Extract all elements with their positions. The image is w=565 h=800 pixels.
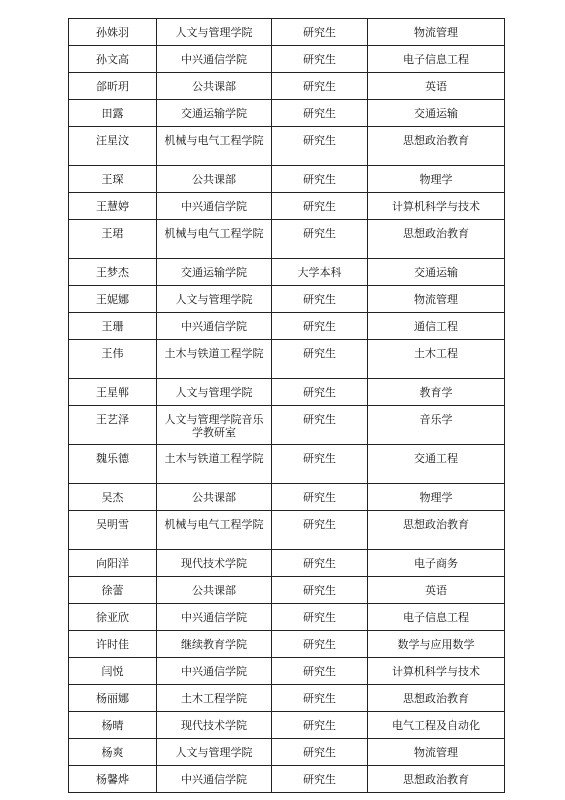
degree-cell (272, 340, 368, 379)
student-name-text: 王伟 (101, 347, 124, 360)
roster-table (68, 18, 505, 793)
degree-cell (272, 73, 368, 100)
table-row (69, 631, 505, 658)
degree-text: 研究生 (303, 413, 336, 426)
table-row (69, 445, 505, 484)
major-text: 计算机科学与技术 (392, 200, 480, 213)
student-name-text: 许时佳 (96, 638, 129, 651)
student-name-text: 王艺泽 (96, 413, 129, 426)
major-text: 思想政治教育 (403, 518, 469, 531)
degree-cell (272, 685, 368, 712)
student-name-text: 闫悦 (101, 665, 124, 678)
student-name-cell (69, 604, 157, 631)
student-name-text: 魏乐德 (96, 452, 129, 465)
college-cell (157, 100, 272, 127)
degree-cell (272, 406, 368, 445)
student-name-text: 杨晴 (101, 719, 124, 732)
college-text: 公共课部 (192, 491, 236, 504)
college-cell (157, 340, 272, 379)
table-row (69, 46, 505, 73)
student-name-cell (69, 220, 157, 259)
college-cell (157, 739, 272, 766)
college-text: 中兴通信学院 (181, 773, 247, 786)
major-text: 思想政治教育 (403, 773, 469, 786)
student-name-text: 徐蕾 (101, 584, 124, 597)
college-cell (157, 511, 272, 550)
table-row (69, 406, 505, 445)
degree-text: 研究生 (303, 638, 336, 651)
student-name-cell (69, 166, 157, 193)
college-text: 机械与电气工程学院 (164, 134, 264, 147)
student-name-text: 杨丽娜 (96, 692, 129, 705)
degree-cell (272, 19, 368, 46)
degree-cell (272, 166, 368, 193)
major-cell (368, 379, 505, 406)
college-cell (157, 313, 272, 340)
major-cell (368, 193, 505, 220)
major-cell (368, 406, 505, 445)
student-name-text: 郃昕玥 (96, 80, 129, 93)
major-text: 英语 (425, 80, 447, 93)
degree-text: 研究生 (303, 53, 336, 66)
major-cell (368, 166, 505, 193)
student-name-cell (69, 340, 157, 379)
degree-text: 研究生 (303, 227, 336, 240)
college-text: 中兴通信学院 (181, 200, 247, 213)
major-cell (368, 712, 505, 739)
major-text: 电子信息工程 (403, 53, 469, 66)
degree-text: 研究生 (303, 173, 336, 186)
college-cell (157, 766, 272, 793)
college-text: 公共课部 (192, 584, 236, 597)
table-row (69, 127, 505, 166)
major-cell (368, 340, 505, 379)
college-cell (157, 550, 272, 577)
college-text: 中兴通信学院 (181, 53, 247, 66)
major-text: 思想政治教育 (403, 227, 469, 240)
degree-cell (272, 193, 368, 220)
degree-cell (272, 712, 368, 739)
degree-text: 研究生 (303, 665, 336, 678)
college-text: 人文与管理学院 (175, 26, 253, 39)
degree-text: 研究生 (303, 200, 336, 213)
table-row (69, 73, 505, 100)
student-name-text: 杨爽 (101, 746, 124, 759)
student-name-cell (69, 712, 157, 739)
college-cell (157, 193, 272, 220)
college-text: 现代技术学院 (181, 557, 247, 570)
major-text: 土木工程 (414, 347, 458, 360)
major-text: 物流管理 (414, 293, 458, 306)
student-name-cell (69, 550, 157, 577)
student-name-text: 孙姝羽 (96, 26, 129, 39)
student-name-cell (69, 766, 157, 793)
college-cell (157, 484, 272, 511)
student-name-text: 向阳洋 (96, 557, 129, 570)
college-text: 现代技术学院 (181, 719, 247, 732)
degree-text: 研究生 (303, 26, 336, 39)
college-text: 交通运输学院 (181, 266, 247, 279)
college-text: 中兴通信学院 (181, 611, 247, 624)
major-cell (368, 766, 505, 793)
degree-text: 研究生 (303, 518, 336, 531)
college-cell (157, 46, 272, 73)
major-text: 思想政治教育 (403, 692, 469, 705)
student-name-cell (69, 259, 157, 286)
major-text: 通信工程 (414, 320, 458, 333)
degree-text: 研究生 (303, 107, 336, 120)
college-text: 中兴通信学院 (181, 665, 247, 678)
degree-text: 研究生 (303, 134, 336, 147)
degree-cell (272, 604, 368, 631)
college-cell (157, 379, 272, 406)
college-cell (157, 286, 272, 313)
table-row (69, 313, 505, 340)
degree-cell (272, 631, 368, 658)
table-row (69, 604, 505, 631)
student-name-cell (69, 73, 157, 100)
table-row (69, 550, 505, 577)
major-cell (368, 511, 505, 550)
table-row (69, 766, 505, 793)
major-text: 物流管理 (414, 26, 458, 39)
degree-cell (272, 46, 368, 73)
degree-cell (272, 379, 368, 406)
table-row (69, 220, 505, 259)
major-cell (368, 46, 505, 73)
major-text: 交通运输 (414, 266, 458, 279)
degree-text: 研究生 (303, 692, 336, 705)
major-cell (368, 685, 505, 712)
degree-cell (272, 511, 368, 550)
major-text: 物流管理 (414, 746, 458, 759)
major-text: 交通工程 (414, 452, 458, 465)
student-name-cell (69, 406, 157, 445)
degree-text: 大学本科 (297, 266, 342, 279)
student-name-cell (69, 46, 157, 73)
major-text: 数学与应用数学 (397, 638, 475, 651)
college-cell (157, 406, 272, 445)
major-cell (368, 484, 505, 511)
student-name-text: 吴明雪 (96, 518, 129, 531)
student-name-cell (69, 193, 157, 220)
college-cell (157, 658, 272, 685)
major-text: 音乐学 (419, 413, 453, 426)
roster-sheet (68, 18, 498, 793)
table-row (69, 166, 505, 193)
college-text: 人文与管理学院音乐学教研室 (164, 413, 264, 439)
student-name-text: 徐亚欣 (96, 611, 129, 624)
degree-text: 研究生 (303, 347, 336, 360)
table-row (69, 712, 505, 739)
student-name-text: 王琛 (101, 173, 124, 186)
degree-cell (272, 445, 368, 484)
table-row (69, 259, 505, 286)
student-name-cell (69, 313, 157, 340)
degree-text: 研究生 (303, 584, 336, 597)
degree-cell (272, 100, 368, 127)
major-text: 思想政治教育 (403, 134, 469, 147)
roster-body (69, 19, 505, 793)
college-text: 交通运输学院 (181, 107, 247, 120)
college-text: 机械与电气工程学院 (164, 518, 264, 531)
major-cell (368, 313, 505, 340)
table-row (69, 19, 505, 46)
major-cell (368, 550, 505, 577)
major-text: 电气工程及自动化 (392, 719, 480, 732)
major-cell (368, 73, 505, 100)
student-name-cell (69, 127, 157, 166)
degree-text: 研究生 (303, 452, 336, 465)
student-name-cell (69, 631, 157, 658)
major-text: 物理学 (419, 491, 453, 504)
student-name-cell (69, 484, 157, 511)
major-cell (368, 445, 505, 484)
college-cell (157, 604, 272, 631)
major-cell (368, 220, 505, 259)
student-name-text: 王慧婷 (96, 200, 129, 213)
college-text: 中兴通信学院 (181, 320, 247, 333)
student-name-cell (69, 511, 157, 550)
student-name-text: 王珺 (101, 227, 124, 240)
major-cell (368, 631, 505, 658)
student-name-cell (69, 379, 157, 406)
student-name-cell (69, 445, 157, 484)
degree-text: 研究生 (303, 611, 336, 624)
table-row (69, 340, 505, 379)
college-text: 人文与管理学院 (175, 386, 253, 399)
major-cell (368, 259, 505, 286)
major-text: 物理学 (419, 173, 453, 186)
degree-text: 研究生 (303, 773, 336, 786)
student-name-text: 王梦杰 (96, 266, 129, 279)
student-name-cell (69, 577, 157, 604)
student-name-cell (69, 286, 157, 313)
table-row (69, 658, 505, 685)
degree-text: 研究生 (303, 746, 336, 759)
degree-cell (272, 577, 368, 604)
major-cell (368, 127, 505, 166)
major-cell (368, 100, 505, 127)
degree-text: 研究生 (303, 719, 336, 732)
college-cell (157, 19, 272, 46)
college-text: 公共课部 (192, 173, 236, 186)
major-cell (368, 286, 505, 313)
table-row (69, 739, 505, 766)
major-text: 电子信息工程 (403, 611, 469, 624)
table-row (69, 577, 505, 604)
major-cell (368, 19, 505, 46)
college-cell (157, 445, 272, 484)
table-row (69, 286, 505, 313)
major-text: 计算机科学与技术 (392, 665, 480, 678)
student-name-text: 王妮娜 (96, 293, 129, 306)
student-name-text: 吴杰 (101, 491, 124, 504)
major-cell (368, 658, 505, 685)
major-text: 英语 (425, 584, 447, 597)
degree-cell (272, 484, 368, 511)
college-cell (157, 712, 272, 739)
degree-cell (272, 766, 368, 793)
college-cell (157, 631, 272, 658)
college-cell (157, 127, 272, 166)
degree-cell (272, 127, 368, 166)
student-name-text: 孙文高 (96, 53, 129, 66)
degree-text: 研究生 (303, 491, 336, 504)
degree-cell (272, 286, 368, 313)
degree-text: 研究生 (303, 320, 336, 333)
college-cell (157, 259, 272, 286)
major-text: 电子商务 (414, 557, 458, 570)
college-text: 公共课部 (192, 80, 236, 93)
student-name-text: 王星郸 (96, 386, 129, 399)
student-name-text: 田露 (101, 107, 124, 120)
degree-cell (272, 313, 368, 340)
student-name-cell (69, 19, 157, 46)
major-text: 教育学 (419, 386, 453, 399)
major-cell (368, 739, 505, 766)
college-cell (157, 577, 272, 604)
table-row (69, 511, 505, 550)
college-text: 人文与管理学院 (175, 746, 253, 759)
college-cell (157, 685, 272, 712)
table-row (69, 379, 505, 406)
college-text: 土木工程学院 (181, 692, 247, 705)
student-name-text: 汪星汶 (96, 134, 129, 147)
degree-cell (272, 220, 368, 259)
degree-text: 研究生 (303, 80, 336, 93)
student-name-text: 王珊 (101, 320, 124, 333)
major-cell (368, 577, 505, 604)
college-text: 机械与电气工程学院 (164, 227, 264, 240)
degree-cell (272, 550, 368, 577)
table-row (69, 100, 505, 127)
college-text: 土木与铁道工程学院 (164, 347, 264, 360)
college-text: 土木与铁道工程学院 (164, 452, 264, 465)
college-text: 继续教育学院 (181, 638, 247, 651)
degree-cell (272, 658, 368, 685)
student-name-cell (69, 100, 157, 127)
college-text: 人文与管理学院 (175, 293, 253, 306)
table-row (69, 685, 505, 712)
degree-cell (272, 259, 368, 286)
student-name-cell (69, 658, 157, 685)
degree-cell (272, 739, 368, 766)
student-name-text: 杨馨烨 (96, 773, 129, 786)
college-cell (157, 166, 272, 193)
table-row (69, 484, 505, 511)
major-text: 交通运输 (414, 107, 458, 120)
college-cell (157, 73, 272, 100)
student-name-cell (69, 739, 157, 766)
student-name-cell (69, 685, 157, 712)
degree-text: 研究生 (303, 293, 336, 306)
degree-text: 研究生 (303, 386, 336, 399)
table-row (69, 193, 505, 220)
college-cell (157, 220, 272, 259)
degree-text: 研究生 (303, 557, 336, 570)
major-cell (368, 604, 505, 631)
